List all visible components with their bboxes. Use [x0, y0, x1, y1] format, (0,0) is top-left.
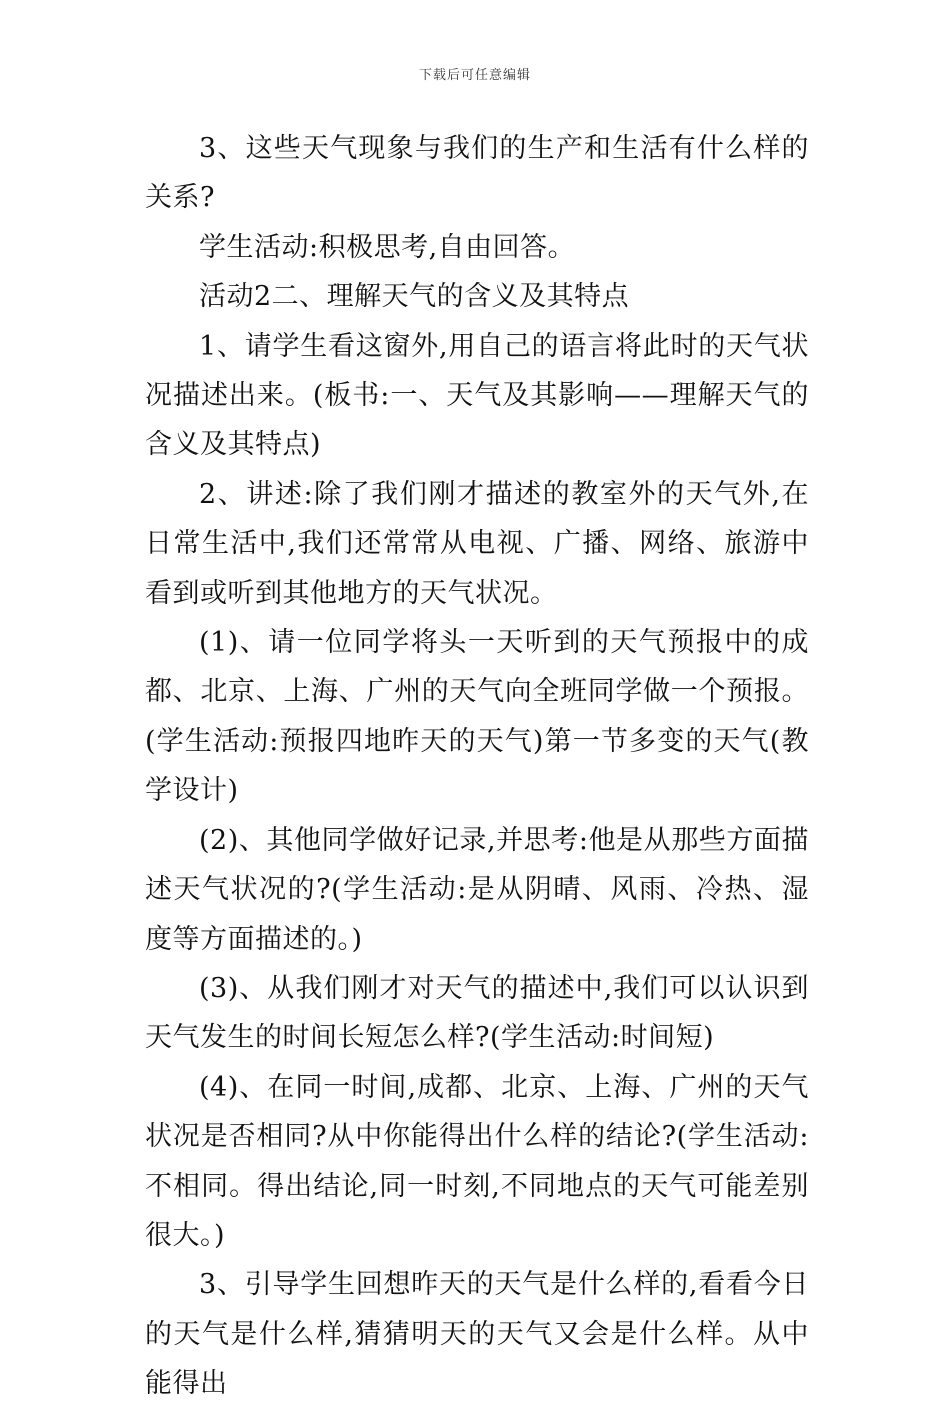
paragraph: 3、这些天气现象与我们的生产和生活有什么样的关系? [145, 133, 809, 214]
paragraph: 1、请学生看这窗外,用自己的语言将此时的天气状况描述出来。(板书:一、天气及其影响——理解天气的含义及其特点) [145, 330, 809, 461]
paragraph: 2、讲述:除了我们刚才描述的教室外的天气外,在日常生活中,我们还常常从电视、广播、网络、旅游中看到或听到其他地方的天气状况。 [145, 478, 809, 609]
paragraph: (4)、在同一时间,成都、北京、上海、广州的天气状况是否相同?从中你能得出什么样的结论?(学生活动:不相同。得出结论,同一时刻,不同地点的天气可能差别很大。) [145, 1071, 809, 1251]
paragraph: (2)、其他同学做好记录,并思考:他是从那些方面描述天气状况的?(学生活动:是从阴晴、风雨、冷热、湿度等方面描述的。) [145, 824, 809, 955]
paragraph: 3、引导学生回想昨天的天气是什么样的,看看今日的天气是什么样,猜猜明天的天气又会是什么样。从中能得出 [145, 1269, 809, 1400]
paragraph: 学生活动:积极思考,自由回答。 [199, 231, 576, 263]
paragraph: (3)、从我们刚才对天气的描述中,我们可以认识到天气发生的时间长短怎么样?(学生活动:时间短) [145, 972, 809, 1054]
page-header: 下载后可任意编辑 [418, 68, 531, 83]
document-body [145, 124, 809, 1409]
paragraph: 活动2二、理解天气的含义及其特点 [199, 281, 630, 313]
paragraph: (1)、请一位同学将头一天听到的天气预报中的成都、北京、上海、广州的天气向全班同学做一个预报。(学生活动:预报四地昨天的天气)第一节多变的天气(教学设计) [145, 627, 809, 807]
